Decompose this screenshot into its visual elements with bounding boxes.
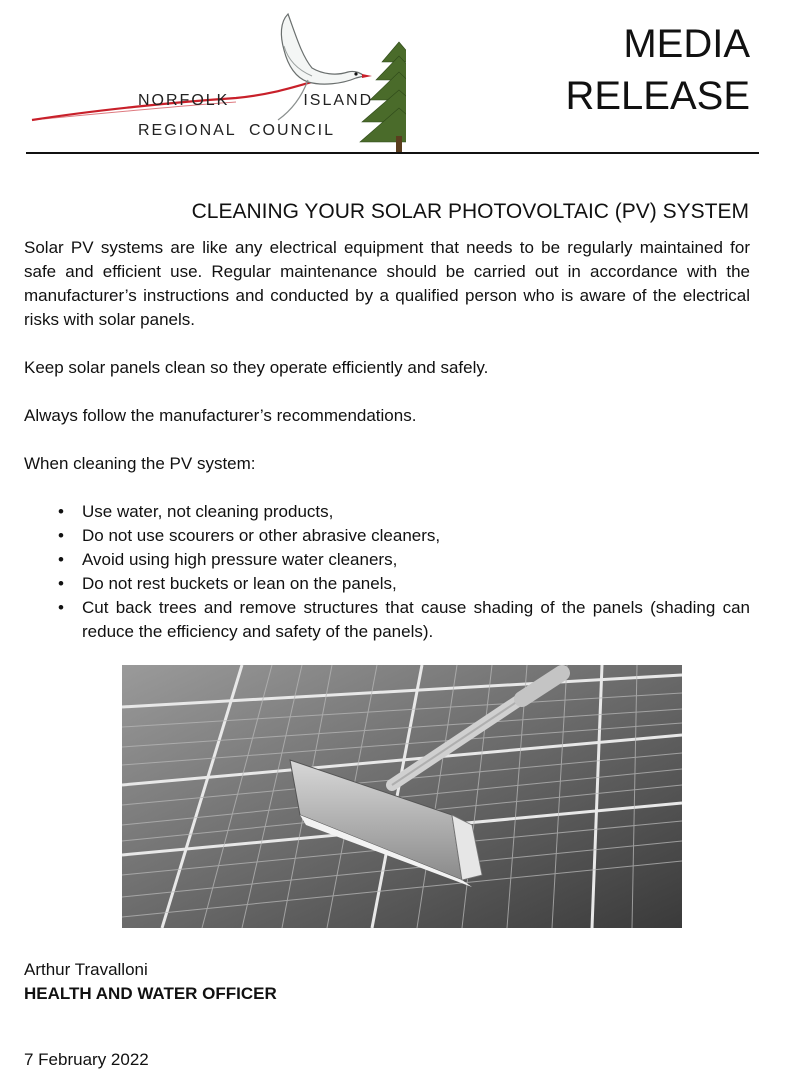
bullet-icon: • — [58, 598, 64, 617]
body-content — [24, 236, 750, 644]
bullet-icon: • — [58, 502, 64, 521]
logo-text-norfolk: NORFOLK ISLAND — [138, 92, 374, 109]
letterhead — [0, 0, 800, 160]
list-item: • Do not rest buckets or lean on the panels, — [24, 572, 750, 596]
paragraph-follow-recommendations: Always follow the manufacturer’s recommendations. — [24, 406, 417, 425]
list-item: • Use water, not cleaning products, — [24, 500, 750, 524]
signature-block — [24, 958, 277, 1006]
cleaning-tips-list — [24, 500, 750, 644]
bullet-icon: • — [58, 574, 64, 593]
paragraph-keep-clean: Keep solar panels clean so they operate efficiently and safely. — [24, 358, 489, 377]
media-label-line2: RELEASE — [565, 74, 750, 118]
signatory-name: Arthur Travalloni — [24, 960, 148, 979]
header-divider — [26, 152, 759, 154]
release-date: 7 February 2022 — [24, 1050, 149, 1069]
council-logo — [26, 6, 406, 156]
list-item: • Do not use scourers or other abrasive cleaners, — [24, 524, 750, 548]
media-label-line1: MEDIA — [623, 22, 750, 66]
logo-text-regional-council: REGIONAL COUNCIL — [138, 122, 335, 139]
squeegee-on-solar-panel-photo — [122, 665, 682, 928]
signatory-title: HEALTH AND WATER OFFICER — [24, 984, 277, 1003]
list-item: • Avoid using high pressure water cleaners, — [24, 548, 750, 572]
media-release-label — [510, 18, 750, 122]
paragraph-intro: Solar PV systems are like any electrical equipment that needs to be regularly maintained for safe and efficient use. Regular maintenance should be carried out in accordance with the manufacturer’s instructions and conducted by a qualified person who is aware of the electrical risks with solar panels. — [24, 238, 750, 329]
list-item: • Cut back trees and remove structures that cause shading of the panels (shading can reduce the efficiency and safety of the panels). — [58, 598, 750, 641]
bullet-icon: • — [58, 550, 64, 569]
document-title: CLEANING YOUR SOLAR PHOTOVOLTAIC (PV) SYSTEM — [191, 200, 749, 223]
paragraph-when-cleaning: When cleaning the PV system: — [24, 454, 256, 473]
bullet-icon: • — [58, 526, 64, 545]
